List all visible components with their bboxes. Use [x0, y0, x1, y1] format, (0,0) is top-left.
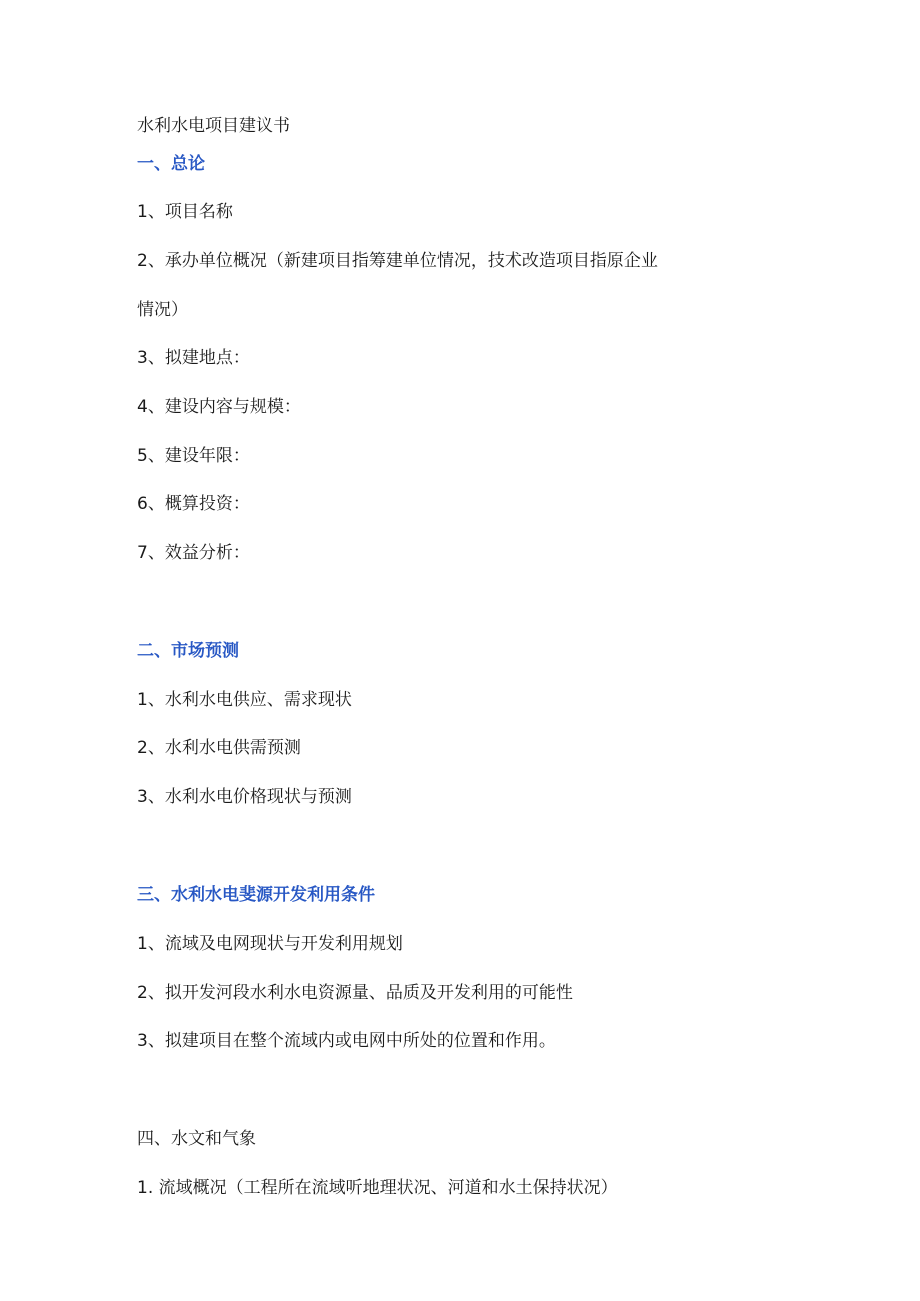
- list-item: 2、承办单位概况（新建项目指筹建单位情况，技术改造项目指原企业: [137, 251, 658, 271]
- list-item: 3、水利水电价格现状与预测: [137, 787, 352, 807]
- list-item: 1. 流域概况（工程所在流域听地理状况、河道和水土保持状况）: [137, 1178, 618, 1198]
- section-heading-general: 一、总论: [137, 154, 205, 174]
- list-item: 3、拟建项目在整个流域内或电网中所处的位置和作用。: [137, 1031, 556, 1051]
- list-item: 5、建设年限：: [137, 446, 250, 466]
- list-item: 2、拟开发河段水利水电资源量、品质及开发利用的可能性: [137, 983, 573, 1003]
- list-item: 7、效益分析：: [137, 543, 250, 563]
- list-item: 4、建设内容与规模：: [137, 397, 301, 417]
- list-item: 1、流域及电网现状与开发利用规划: [137, 934, 403, 954]
- section-heading-hydrology: 四、水文和气象: [137, 1129, 256, 1149]
- list-item-continuation: 情况）: [137, 300, 188, 320]
- list-item: 1、水利水电供应、需求现状: [137, 690, 352, 710]
- list-item: 6、概算投资：: [137, 494, 250, 514]
- list-item: 3、拟建地点：: [137, 348, 250, 368]
- list-item: 1、项目名称: [137, 202, 233, 222]
- list-item: 2、水利水电供需预测: [137, 738, 301, 758]
- section-heading-resource-conditions: 三、水利水电斐源开发利用条件: [137, 885, 375, 905]
- document-title: 水利水电项目建议书: [137, 116, 290, 136]
- section-heading-market-forecast: 二、市场预测: [137, 641, 239, 661]
